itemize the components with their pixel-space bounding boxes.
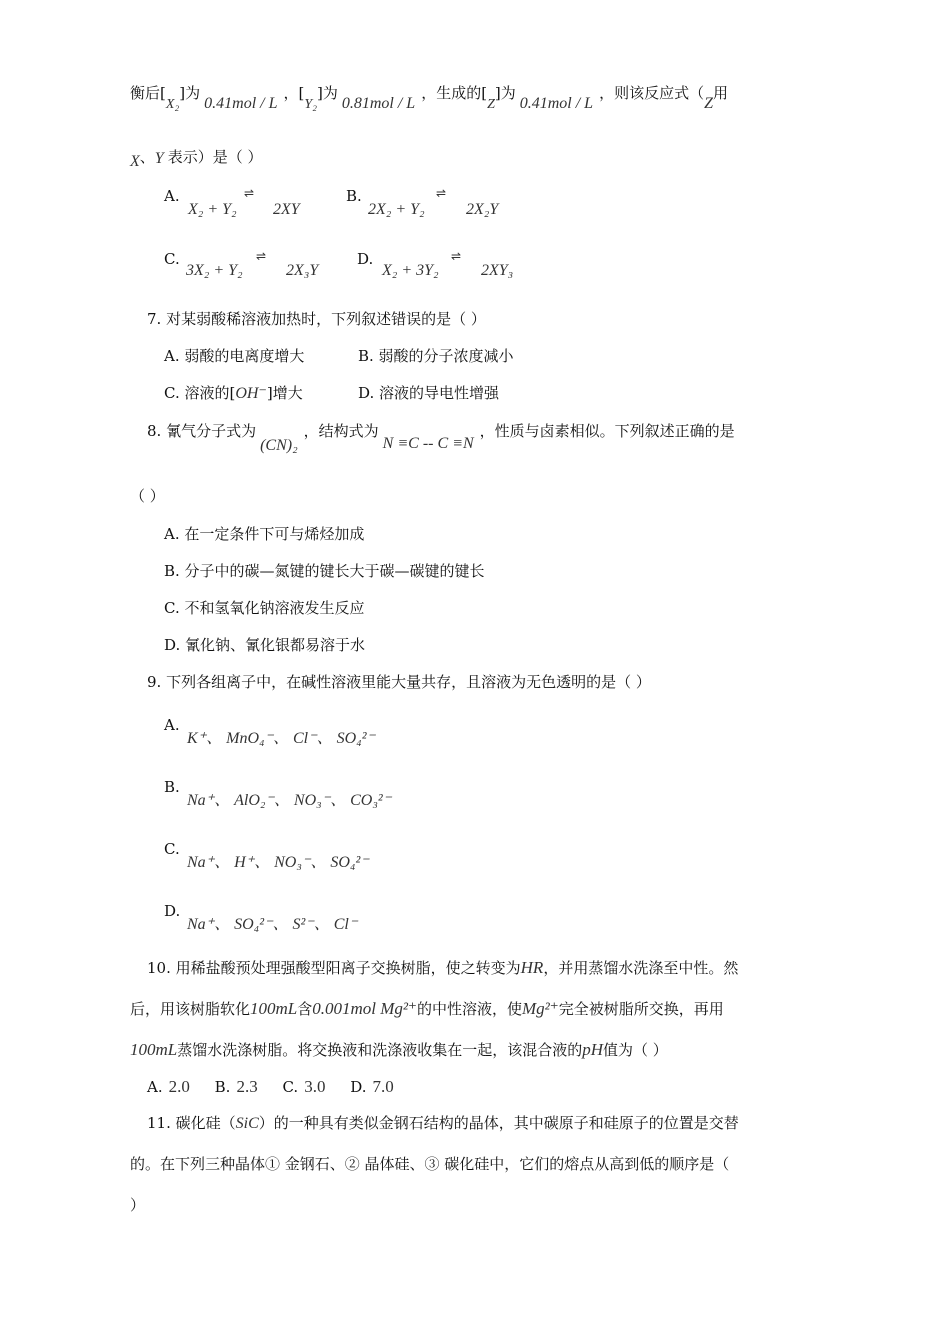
math-x: X bbox=[130, 153, 140, 170]
q9-option-c-ions: Na⁺、 H⁺、 NO₃⁻、 SO₄²⁻ bbox=[187, 854, 369, 871]
q7-option-c bbox=[164, 386, 303, 402]
q6-line2 bbox=[130, 148, 263, 170]
math-ph: pH bbox=[582, 1040, 604, 1059]
q8-stem-line2: （ ） bbox=[130, 487, 165, 505]
q7-option-b: B. 弱酸的分子浓度减小 bbox=[358, 347, 514, 365]
equilibrium-arrow-icon: ⇌ bbox=[256, 249, 267, 263]
q8-option-b: B. 分子中的碳—氮键的键长大于碳—碳键的键长 bbox=[164, 562, 485, 580]
equilibrium-arrow-icon: ⇌ bbox=[451, 249, 462, 263]
text: 衡后[ bbox=[130, 84, 166, 102]
q8-option-d: D. 氰化钠、氰化银都易溶于水 bbox=[164, 636, 366, 654]
q6-option-d-product: 2XY₃ bbox=[481, 262, 514, 279]
q6-option-b-formula: 2X₂ + Y₂ bbox=[368, 201, 425, 218]
text: 表示）是（ ） bbox=[167, 148, 263, 166]
math-x2: X₂ bbox=[165, 97, 180, 112]
q7-stem: 7. 对某弱酸稀溶液加热时，下列叙述错误的是（ ） bbox=[147, 310, 486, 328]
text: 的中性溶液，使 bbox=[417, 1000, 523, 1018]
math-conc3: 0.41mol / L bbox=[519, 95, 594, 112]
q6-option-b-product: 2X₂Y bbox=[466, 201, 499, 218]
q9-option-a-label: A. bbox=[164, 716, 180, 734]
text: 含 bbox=[297, 1000, 313, 1018]
q10-option-a-label: A. bbox=[147, 1078, 163, 1096]
q8-option-a: A. 在一定条件下可与烯烃加成 bbox=[164, 525, 365, 543]
text: ]增大 bbox=[266, 384, 303, 402]
q7-option-a: A. 弱酸的电离度增大 bbox=[164, 347, 305, 365]
text: 用 bbox=[712, 84, 728, 102]
text: 8. 氰气分子式为 bbox=[147, 422, 257, 440]
q10-option-b-value: 2.3 bbox=[236, 1077, 258, 1096]
q6-option-d-label: D. bbox=[357, 250, 374, 268]
q6-option-c-label: C. bbox=[164, 250, 180, 268]
math-conc1: 0.41mol / L bbox=[204, 95, 278, 112]
text: ]为 bbox=[317, 84, 338, 102]
text: 蒸馏水洗涤树脂。将交换液和洗涤液收集在一起，该混合液的 bbox=[177, 1041, 583, 1059]
q6-option-d-formula: X₂ + 3Y₂ bbox=[382, 262, 439, 279]
q10-option-d-label: D. bbox=[350, 1078, 367, 1096]
math-hr: HR bbox=[520, 958, 544, 977]
q6-option-b-label: B. bbox=[346, 187, 362, 205]
text: ）的一种具有类似金钢石结构的晶体，其中碳原子和硅原子的位置是交替 bbox=[258, 1114, 739, 1132]
q10-option-c-label: C. bbox=[282, 1078, 299, 1096]
q6-option-c-formula: 3X₂ + Y₂ bbox=[186, 262, 243, 279]
q9-option-b-label: B. bbox=[164, 778, 180, 796]
text: 值为（ ） bbox=[603, 1041, 668, 1059]
q6-option-a-formula: X₂ + Y₂ bbox=[188, 201, 237, 218]
text: ]为 bbox=[179, 84, 201, 102]
q9-option-d-ions: Na⁺、 SO₄²⁻、 S²⁻、 Cl⁻ bbox=[187, 916, 358, 933]
q10-line1 bbox=[147, 959, 738, 976]
q9-option-d-label: D. bbox=[164, 902, 181, 920]
math-sic: SiC bbox=[235, 1115, 259, 1132]
q10-line2 bbox=[130, 1000, 724, 1017]
math-z: Z bbox=[487, 97, 495, 112]
q6-option-c-product: 2X₃Y bbox=[286, 262, 319, 279]
text: 11. 碳化硅（ bbox=[147, 1114, 236, 1132]
q10-option-d-value: 7.0 bbox=[372, 1077, 394, 1096]
math-100ml: 100mL bbox=[130, 1040, 178, 1059]
text: ，结构式为 bbox=[303, 422, 379, 440]
text: ]为 bbox=[494, 84, 516, 102]
math-structure: N ≡C -- C ≡N bbox=[382, 435, 474, 452]
equilibrium-arrow-icon: ⇌ bbox=[244, 186, 255, 200]
q8-option-c: C. 不和氢氧化钠溶液发生反应 bbox=[164, 599, 365, 617]
text: ，并用蒸馏水洗涤至中性。然 bbox=[543, 959, 739, 977]
math-mg: 0.001mol Mg²⁺ bbox=[312, 999, 417, 1018]
q6-line1 bbox=[130, 84, 728, 112]
text: ，性质与卤素相似。下列叙述正确的是 bbox=[479, 422, 735, 440]
text: 后，用该树脂软化 bbox=[130, 1000, 251, 1018]
q6-option-a-product: 2XY bbox=[273, 201, 300, 218]
q11-line2: 的。在下列三种晶体① 金钢石、② 晶体硅、③ 碳化硅中，它们的熔点从高到低的顺序是（ bbox=[130, 1155, 730, 1173]
text: ，[ bbox=[283, 84, 305, 102]
text: 10. 用稀盐酸预处理强酸型阳离子交换树脂，使之转变为 bbox=[147, 959, 521, 977]
q10-option-c-value: 3.0 bbox=[304, 1077, 326, 1096]
text: ，则该反应式（ bbox=[599, 84, 705, 102]
q11-line1 bbox=[147, 1116, 739, 1132]
q6-option-a-label: A. bbox=[164, 187, 180, 205]
q10-options bbox=[147, 1078, 394, 1095]
text: 、 bbox=[139, 148, 155, 166]
q10-option-a-value: 2.0 bbox=[168, 1077, 190, 1096]
math-mg2: Mg²⁺ bbox=[522, 999, 559, 1018]
text: 完全被树脂所交换，再用 bbox=[558, 1000, 724, 1018]
math-y: Y bbox=[154, 150, 164, 167]
text: ，生成的[ bbox=[421, 84, 488, 102]
q7-option-d: D. 溶液的导电性增强 bbox=[358, 384, 500, 402]
q10-option-b-label: B. bbox=[214, 1078, 231, 1096]
equilibrium-arrow-icon: ⇌ bbox=[436, 186, 447, 200]
q9-option-a-ions: K⁺、 MnO₄⁻、 Cl⁻、 SO₄²⁻ bbox=[187, 730, 375, 747]
q9-stem: 9. 下列各组离子中，在碱性溶液里能大量共存，且溶液为无色透明的是（ ） bbox=[147, 673, 651, 691]
q9-option-c-label: C. bbox=[164, 840, 180, 858]
q9-option-b-ions: Na⁺、 AlO₂⁻、 NO₃⁻、 CO₃²⁻ bbox=[187, 792, 392, 809]
math-cn2: (CN)₂ bbox=[260, 437, 298, 454]
text: C. 溶液的[ bbox=[164, 384, 236, 402]
math-100ml: 100mL bbox=[250, 999, 298, 1018]
q8-stem-line1 bbox=[147, 422, 735, 454]
q10-line3 bbox=[130, 1041, 668, 1058]
math-conc2: 0.81mol / L bbox=[341, 95, 416, 112]
q11-line3: ） bbox=[130, 1196, 146, 1214]
math-oh: OH⁻ bbox=[235, 385, 267, 402]
math-z2: Z bbox=[704, 95, 713, 112]
math-y2: Y₂ bbox=[304, 97, 317, 112]
